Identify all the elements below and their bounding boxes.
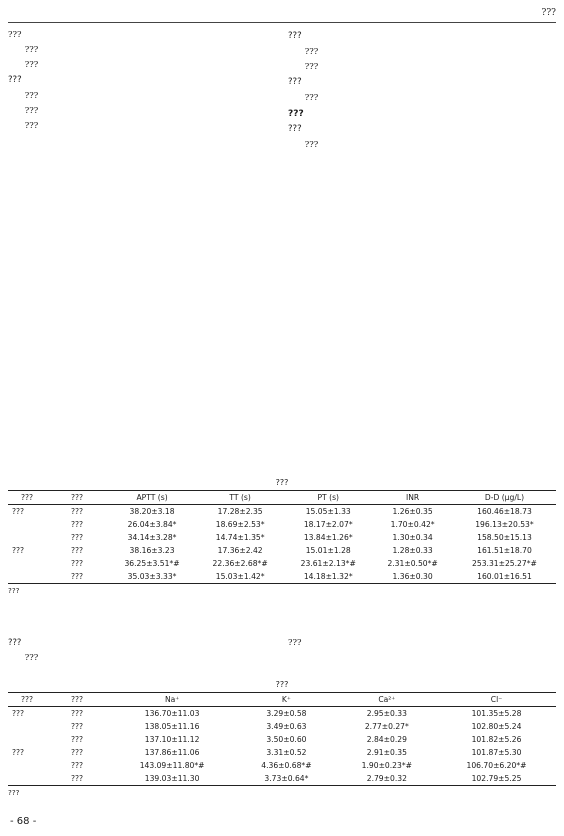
- paragraph: ???: [24, 89, 39, 100]
- cell: 2.79±0.32: [337, 772, 437, 786]
- subsection-heading: ???: [8, 637, 22, 647]
- cell: 13.84±1.26*: [303, 533, 353, 542]
- table-1: [8, 478, 556, 595]
- paragraph: ???: [288, 637, 302, 647]
- cell: 38.16±3.23: [129, 546, 175, 555]
- subsection-heading: ???: [288, 76, 302, 87]
- cell: 196.13±20.53*: [475, 520, 534, 529]
- cell: 15.03±1.42*: [196, 570, 284, 584]
- cell: 139.03±11.30: [108, 772, 236, 786]
- subsection-heading: ???: [288, 31, 302, 41]
- cell: ???: [70, 507, 84, 516]
- cell: 15.01±1.28: [305, 546, 351, 555]
- cell: 3.49±0.63: [266, 722, 307, 731]
- cell: 22.36±2.68*#: [212, 559, 268, 568]
- column-header: K⁺: [236, 693, 336, 707]
- table-row: [8, 733, 556, 746]
- column-header: PT (s): [284, 491, 372, 505]
- cell: 4.36±0.68*#: [261, 761, 312, 770]
- page-number: - 68 -: [10, 816, 37, 827]
- table-row: [8, 518, 556, 531]
- cell: 15.05±1.33: [305, 507, 351, 516]
- cell: 2.31±0.50*#: [387, 559, 438, 568]
- cell: 1.36±0.30: [372, 570, 453, 584]
- cell: 3.73±0.64*: [236, 772, 336, 786]
- coagulation-table: [8, 490, 556, 584]
- column-header: ???: [8, 491, 46, 505]
- cell: 14.18±1.32*: [284, 570, 372, 584]
- table-note: ???: [8, 586, 20, 595]
- cell: 3.50±0.60: [266, 735, 307, 744]
- cell: 2.77±0.27*: [364, 722, 409, 731]
- cell: 136.70±11.03: [144, 709, 200, 718]
- cell: 137.86±11.06: [144, 748, 200, 757]
- cell: 1.28±0.33: [392, 546, 433, 555]
- cell: ???: [12, 546, 25, 555]
- table-title: ???: [275, 680, 289, 689]
- cell: 161.51±18.70: [477, 546, 532, 555]
- cell: 160.46±18.73: [477, 507, 532, 516]
- column-header: Cl⁻: [437, 693, 556, 707]
- section-heading: ???: [288, 109, 304, 120]
- table-row: [8, 531, 556, 544]
- cell: 2.95±0.33: [366, 709, 407, 718]
- table-row: [8, 746, 556, 759]
- column-header: TT (s): [196, 491, 284, 505]
- left-column: [8, 28, 278, 134]
- cell: 253.31±25.27*#: [472, 559, 537, 568]
- cell: 1.70±0.42*: [390, 520, 435, 529]
- cell: 18.69±2.53*: [215, 520, 265, 529]
- cell: ???: [46, 570, 108, 584]
- journal-header: ???: [541, 8, 556, 18]
- cell: ???: [46, 772, 108, 786]
- table-row: [8, 707, 556, 721]
- cell: 101.87±5.30: [471, 748, 522, 757]
- cell: 1.26±0.35: [392, 507, 433, 516]
- cell: 38.20±3.18: [129, 507, 175, 516]
- cell: 106.70±6.20*#: [466, 761, 527, 770]
- cell: [8, 531, 46, 544]
- paragraph: ???: [304, 91, 319, 102]
- cell: ???: [12, 709, 25, 718]
- paragraph: ???: [304, 139, 319, 150]
- mid-left-column: [8, 636, 278, 666]
- paragraph: ???: [304, 61, 319, 72]
- cell: 160.01±16.51: [453, 570, 556, 584]
- cell: 3.29±0.58: [266, 709, 307, 718]
- column-header: D-D (μg/L): [453, 491, 556, 505]
- cell: 138.05±11.16: [144, 722, 200, 731]
- column-header: ???: [8, 693, 46, 707]
- cell: 1.30±0.34: [392, 533, 433, 542]
- table-title: ???: [275, 478, 289, 487]
- mid-right-column: [288, 636, 556, 651]
- cell: ???: [70, 520, 84, 529]
- column-header: APTT (s): [108, 491, 196, 505]
- cell: ???: [70, 546, 84, 555]
- cell: 23.61±2.13*#: [300, 559, 356, 568]
- table-row: [8, 720, 556, 733]
- cell: 26.04±3.84*: [127, 520, 177, 529]
- cell: 17.36±2.42: [217, 546, 263, 555]
- cell: ???: [12, 748, 25, 757]
- table-row: [8, 505, 556, 519]
- table-row: [8, 557, 556, 570]
- cell: 101.82±5.26: [471, 735, 522, 744]
- table-row: [8, 759, 556, 772]
- cell: ???: [70, 533, 84, 542]
- cell: 137.10±11.12: [144, 735, 200, 744]
- paragraph: ???: [24, 44, 39, 55]
- electrolyte-table: [8, 692, 556, 786]
- cell: ???: [70, 748, 84, 757]
- table-row: [8, 772, 556, 786]
- cell: 17.28±2.35: [217, 507, 263, 516]
- subsection-heading: ???: [8, 74, 22, 85]
- paragraph: ???: [24, 120, 39, 131]
- cell: 143.09±11.80*#: [139, 761, 205, 770]
- cell: ???: [70, 722, 84, 731]
- cell: 34.14±3.28*: [127, 533, 177, 542]
- cell: 101.35±5.28: [471, 709, 522, 718]
- cell: 2.84±0.29: [366, 735, 407, 744]
- cell: 158.50±15.13: [477, 533, 532, 542]
- cell: 102.79±5.25: [437, 772, 556, 786]
- paragraph: ???: [8, 29, 22, 39]
- cell: [8, 557, 46, 570]
- cell: [8, 733, 46, 746]
- table-2: [8, 680, 556, 797]
- cell: [8, 570, 46, 584]
- cell: [8, 518, 46, 531]
- paragraph: ???: [24, 105, 39, 116]
- paragraph: ???: [24, 59, 39, 70]
- paragraph: ???: [24, 652, 39, 663]
- header-rule: [8, 22, 556, 23]
- column-header: Na⁺: [108, 693, 236, 707]
- table-header-row: [8, 491, 556, 505]
- cell: 3.31±0.52: [266, 748, 307, 757]
- table-note: ???: [8, 788, 20, 797]
- cell: ???: [12, 507, 25, 516]
- column-header: INR: [372, 491, 453, 505]
- cell: ???: [70, 709, 84, 718]
- cell: 102.80±5.24: [471, 722, 522, 731]
- cell: 2.91±0.35: [366, 748, 407, 757]
- cell: [8, 759, 46, 772]
- column-header: ???: [46, 491, 108, 505]
- cell: ???: [70, 559, 84, 568]
- cell: [8, 720, 46, 733]
- cell: ???: [70, 761, 84, 770]
- column-header: ???: [46, 693, 108, 707]
- cell: 18.17±2.07*: [303, 520, 353, 529]
- table-header-row: [8, 693, 556, 707]
- cell: 14.74±1.35*: [215, 533, 265, 542]
- subsection-heading: ???: [288, 124, 302, 135]
- cell: 36.25±3.51*#: [124, 559, 180, 568]
- cell: [8, 772, 46, 786]
- right-column: [288, 28, 556, 154]
- cell: 35.03±3.33*: [108, 570, 196, 584]
- column-header: Ca²⁺: [337, 693, 437, 707]
- table-row: [8, 544, 556, 557]
- paragraph: ???: [304, 46, 319, 57]
- table-row: [8, 570, 556, 584]
- cell: 1.90±0.23*#: [361, 761, 412, 770]
- cell: ???: [70, 735, 84, 744]
